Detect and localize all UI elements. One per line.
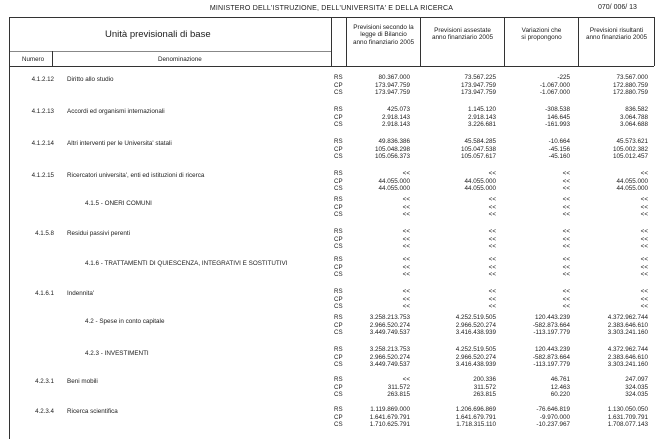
value-previsioni-assestate: 3.416.438.939 bbox=[455, 329, 496, 337]
value-previsioni-legge: 44.055.000 bbox=[378, 185, 410, 193]
value-previsioni-assestate: << bbox=[488, 170, 496, 177]
value-previsioni-risultanti: << bbox=[640, 203, 648, 211]
value-previsioni-legge: << bbox=[402, 263, 410, 271]
value-previsioni-assestate: 44.055.000 bbox=[464, 185, 496, 193]
col-divider-numero bbox=[52, 51, 53, 66]
value-previsioni-risultanti: << bbox=[640, 228, 648, 235]
value-variazioni: -10.664 bbox=[548, 138, 570, 145]
value-previsioni-assestate: 105.047.538 bbox=[460, 145, 496, 153]
value-variazioni: -582.873.664 bbox=[532, 353, 570, 361]
value-previsioni-legge: << bbox=[402, 295, 410, 303]
value-previsioni-legge: 263.815 bbox=[387, 391, 410, 399]
value-variazioni: -113.197.779 bbox=[533, 329, 570, 337]
value-previsioni-risultanti: << bbox=[640, 288, 648, 295]
value-variazioni: -9.970.000 bbox=[539, 413, 570, 421]
value-variazioni: << bbox=[562, 295, 570, 303]
value-variazioni: << bbox=[562, 211, 570, 219]
section-title: 4.1.6 - TRATTAMENTI DI QUIESCENZA, INTEGRATIVI E SOSTITUTIVI bbox=[85, 260, 288, 267]
value-previsioni-risultanti: << bbox=[640, 303, 648, 311]
value-previsioni-assestate: 173.947.759 bbox=[460, 81, 496, 89]
value-previsioni-risultanti: 1.130.050.050 bbox=[607, 406, 648, 413]
value-previsioni-legge: 105.048.298 bbox=[374, 145, 410, 153]
value-previsioni-risultanti: 3.303.241.160 bbox=[607, 329, 648, 337]
value-previsioni-risultanti: 45.573.621 bbox=[616, 138, 648, 145]
unit-title-header: Unità previsionali di base bbox=[105, 29, 211, 40]
value-variazioni: -1.067.000 bbox=[539, 81, 570, 89]
row-type-cp: CP bbox=[334, 177, 343, 185]
value-previsioni-assestate: << bbox=[488, 288, 496, 295]
value-previsioni-legge: 3.449.749.537 bbox=[369, 329, 410, 337]
value-previsioni-legge: << bbox=[402, 271, 410, 279]
value-variazioni: << bbox=[562, 203, 570, 211]
row-numero: 4.1.5.8 bbox=[35, 230, 54, 237]
row-numero: 4.2.3.1 bbox=[35, 378, 54, 385]
value-variazioni: << bbox=[562, 185, 570, 193]
value-previsioni-risultanti: << bbox=[640, 243, 648, 251]
row-type-rs: RS bbox=[334, 288, 343, 295]
denominazione-header: Denominazione bbox=[158, 56, 202, 63]
value-previsioni-assestate: << bbox=[488, 211, 496, 219]
row-denominazione: Ricercatori universita', enti ed istituzioni di ricerca bbox=[67, 172, 205, 179]
numero-header: Numero bbox=[22, 56, 45, 63]
value-previsioni-legge: << bbox=[402, 196, 410, 203]
row-denominazione: Diritto allo studio bbox=[67, 76, 114, 83]
value-variazioni: << bbox=[562, 256, 570, 263]
value-variazioni: << bbox=[562, 263, 570, 271]
row-type-rs: RS bbox=[334, 74, 343, 81]
row-type-cp: CP bbox=[334, 235, 343, 243]
row-numero: 4.1.2.12 bbox=[31, 76, 54, 83]
value-variazioni: << bbox=[562, 243, 570, 251]
value-previsioni-assestate: 2.966.520.274 bbox=[455, 321, 496, 329]
row-type-cp: CP bbox=[334, 145, 343, 153]
row-type-cp: CP bbox=[334, 263, 343, 271]
value-previsioni-legge: 44.055.000 bbox=[378, 177, 410, 185]
value-previsioni-legge: << bbox=[402, 243, 410, 251]
section-title: 4.1.5 - ONERI COMUNI bbox=[85, 200, 152, 207]
value-variazioni: << bbox=[562, 235, 570, 243]
row-type-rs: RS bbox=[334, 138, 343, 145]
row-numero: 4.2.3.4 bbox=[35, 408, 54, 415]
value-previsioni-legge: << bbox=[402, 170, 410, 177]
value-previsioni-legge: << bbox=[402, 228, 410, 235]
row-type-cp: CP bbox=[334, 353, 343, 361]
value-previsioni-risultanti: << bbox=[640, 295, 648, 303]
value-previsioni-legge: << bbox=[402, 203, 410, 211]
value-previsioni-risultanti: 4.372.962.744 bbox=[607, 314, 648, 321]
value-variazioni: 120.443.239 bbox=[534, 346, 570, 353]
header-previsioni-legge: Previsioni secondo la legge di Bilancio anno finanziario 2005 bbox=[352, 24, 415, 46]
table-subheader-divider bbox=[9, 51, 331, 52]
value-previsioni-assestate: << bbox=[488, 295, 496, 303]
value-previsioni-legge: 49.836.386 bbox=[378, 138, 410, 145]
value-previsioni-legge: << bbox=[402, 376, 410, 383]
value-variazioni: << bbox=[562, 228, 570, 235]
row-type-cs: CS bbox=[334, 153, 343, 161]
value-variazioni: -76.646.819 bbox=[536, 406, 570, 413]
row-type-cs: CS bbox=[334, 421, 343, 429]
value-previsioni-risultanti: 105.012.457 bbox=[612, 153, 648, 161]
table-header-bottom-border bbox=[9, 66, 654, 67]
row-type-cp: CP bbox=[334, 113, 343, 121]
value-previsioni-legge: 1.641.679.791 bbox=[369, 413, 410, 421]
value-previsioni-legge: 3.258.213.753 bbox=[369, 314, 410, 321]
value-previsioni-legge: << bbox=[402, 256, 410, 263]
value-variazioni: -582.873.664 bbox=[532, 321, 570, 329]
header-variazioni: Variazioni che si propongono bbox=[521, 27, 562, 42]
value-previsioni-assestate: 2.918.143 bbox=[467, 113, 496, 121]
value-previsioni-risultanti: 1.708.077.143 bbox=[607, 421, 648, 429]
value-previsioni-assestate: 311.572 bbox=[473, 383, 496, 391]
value-variazioni: -225 bbox=[557, 74, 570, 81]
value-previsioni-risultanti: 2.383.646.610 bbox=[607, 321, 648, 329]
value-previsioni-assestate: 173.947.759 bbox=[460, 89, 496, 97]
row-type-cs: CS bbox=[334, 243, 343, 251]
row-type-cp: CP bbox=[334, 203, 343, 211]
value-previsioni-risultanti: 44.055.000 bbox=[616, 177, 648, 185]
value-previsioni-assestate: 4.252.519.505 bbox=[455, 346, 496, 353]
row-type-rs: RS bbox=[334, 196, 343, 203]
value-previsioni-legge: 2.966.520.274 bbox=[369, 353, 410, 361]
row-type-cp: CP bbox=[334, 383, 343, 391]
value-variazioni: 146.645 bbox=[547, 113, 570, 121]
row-type-rs: RS bbox=[334, 376, 343, 383]
value-previsioni-risultanti: 172.880.759 bbox=[612, 89, 648, 97]
value-previsioni-risultanti: << bbox=[640, 196, 648, 203]
value-previsioni-risultanti: 3.064.788 bbox=[619, 113, 648, 121]
page-reference: 070/ 006/ 13 bbox=[598, 4, 637, 11]
value-previsioni-assestate: 3.416.438.939 bbox=[455, 361, 496, 369]
value-previsioni-risultanti: 3.064.688 bbox=[619, 121, 648, 129]
value-previsioni-legge: 311.572 bbox=[387, 383, 410, 391]
row-type-rs: RS bbox=[334, 406, 343, 413]
value-previsioni-assestate: 1.145.120 bbox=[467, 106, 496, 113]
value-previsioni-risultanti: << bbox=[640, 256, 648, 263]
value-previsioni-legge: 173.947.759 bbox=[374, 81, 410, 89]
section-title: 4.2.3 - INVESTIMENTI bbox=[85, 350, 149, 357]
value-previsioni-assestate: 263.815 bbox=[473, 391, 496, 399]
row-type-rs: RS bbox=[334, 228, 343, 235]
value-previsioni-assestate: << bbox=[488, 256, 496, 263]
value-variazioni: 12.463 bbox=[550, 383, 570, 391]
row-type-cs: CS bbox=[334, 121, 343, 129]
section-title: 4.2 - Spese in conto capitale bbox=[85, 318, 165, 325]
row-type-cs: CS bbox=[334, 185, 343, 193]
value-previsioni-legge: << bbox=[402, 235, 410, 243]
value-previsioni-legge: << bbox=[402, 288, 410, 295]
value-variazioni: -10.237.967 bbox=[536, 421, 570, 429]
value-variazioni: << bbox=[562, 303, 570, 311]
value-previsioni-assestate: << bbox=[488, 196, 496, 203]
row-numero: 4.1.2.13 bbox=[31, 108, 54, 115]
value-previsioni-assestate: << bbox=[488, 203, 496, 211]
row-type-cs: CS bbox=[334, 329, 343, 337]
row-type-cs: CS bbox=[334, 211, 343, 219]
value-previsioni-assestate: << bbox=[488, 228, 496, 235]
row-type-rs: RS bbox=[334, 170, 343, 177]
value-previsioni-assestate: << bbox=[488, 271, 496, 279]
value-previsioni-legge: << bbox=[402, 211, 410, 219]
ministry-title: MINISTERO DELL'ISTRUZIONE, DELL'UNIVERSITA' E DELLA RICERCA bbox=[209, 5, 454, 12]
value-previsioni-assestate: 1.641.679.791 bbox=[455, 413, 496, 421]
row-denominazione: Altri interventi per le Universita' statali bbox=[67, 140, 172, 147]
value-previsioni-risultanti: << bbox=[640, 271, 648, 279]
row-type-cs: CS bbox=[334, 89, 343, 97]
value-previsioni-assestate: 45.584.285 bbox=[464, 138, 496, 145]
value-variazioni: 46.761 bbox=[550, 376, 570, 383]
value-previsioni-risultanti: << bbox=[640, 170, 648, 177]
value-previsioni-legge: 2.918.143 bbox=[381, 121, 410, 129]
value-variazioni: << bbox=[562, 288, 570, 295]
value-previsioni-risultanti: 247.097 bbox=[625, 376, 648, 383]
value-previsioni-legge: 1.710.625.791 bbox=[369, 421, 410, 429]
value-previsioni-risultanti: 324.035 bbox=[625, 391, 648, 399]
value-variazioni: 120.443.239 bbox=[534, 314, 570, 321]
value-previsioni-risultanti: 3.303.241.160 bbox=[607, 361, 648, 369]
value-previsioni-legge: 2.918.143 bbox=[381, 113, 410, 121]
value-previsioni-legge: 105.056.373 bbox=[374, 153, 410, 161]
value-previsioni-risultanti: << bbox=[640, 211, 648, 219]
value-previsioni-risultanti: << bbox=[640, 235, 648, 243]
row-numero: 4.1.6.1 bbox=[35, 290, 54, 297]
value-previsioni-legge: 1.119.869.000 bbox=[370, 406, 410, 413]
value-previsioni-assestate: 73.567.225 bbox=[464, 74, 496, 81]
row-denominazione: Ricerca scientifica bbox=[67, 408, 118, 415]
value-previsioni-risultanti: 172.880.759 bbox=[612, 81, 648, 89]
value-previsioni-assestate: 1.718.315.110 bbox=[456, 421, 496, 429]
value-previsioni-risultanti: 4.372.962.744 bbox=[607, 346, 648, 353]
value-previsioni-legge: 2.966.520.274 bbox=[369, 321, 410, 329]
value-variazioni: -45.156 bbox=[548, 145, 570, 153]
row-type-cs: CS bbox=[334, 361, 343, 369]
row-denominazione: Residui passivi perenti bbox=[67, 230, 130, 237]
row-type-rs: RS bbox=[334, 346, 343, 353]
row-type-cp: CP bbox=[334, 321, 343, 329]
row-type-rs: RS bbox=[334, 256, 343, 263]
header-previsioni-assestate: Previsioni assestate anno finanziario 2005 bbox=[431, 27, 494, 42]
value-previsioni-assestate: 44.055.000 bbox=[464, 177, 496, 185]
row-numero: 4.1.2.14 bbox=[31, 140, 54, 147]
row-type-cp: CP bbox=[334, 81, 343, 89]
value-variazioni: 60.220 bbox=[550, 391, 570, 399]
value-previsioni-assestate: 1.206.696.869 bbox=[455, 406, 496, 413]
value-previsioni-assestate: 4.252.519.505 bbox=[455, 314, 496, 321]
value-variazioni: -308.538 bbox=[545, 106, 570, 113]
row-type-cp: CP bbox=[334, 413, 343, 421]
value-variazioni: -45.160 bbox=[548, 153, 570, 161]
row-type-rs: RS bbox=[334, 314, 343, 321]
value-previsioni-risultanti: 105.002.382 bbox=[612, 145, 648, 153]
value-previsioni-assestate: 105.057.617 bbox=[460, 153, 496, 161]
value-previsioni-legge: 173.947.759 bbox=[374, 89, 410, 97]
value-variazioni: -113.197.779 bbox=[533, 361, 570, 369]
value-previsioni-assestate: << bbox=[488, 235, 496, 243]
row-type-cs: CS bbox=[334, 271, 343, 279]
value-variazioni: << bbox=[562, 271, 570, 279]
row-numero: 4.1.2.15 bbox=[31, 172, 54, 179]
table-left-border bbox=[9, 17, 10, 439]
value-previsioni-legge: 3.258.213.753 bbox=[369, 346, 410, 353]
header-previsioni-risultanti: Previsioni risultanti anno finanziario 2005 bbox=[585, 27, 648, 42]
row-type-cs: CS bbox=[334, 303, 343, 311]
value-variazioni: -161.993 bbox=[545, 121, 570, 129]
value-previsioni-risultanti: 836.582 bbox=[625, 106, 648, 113]
col-divider-tags bbox=[331, 17, 332, 66]
value-previsioni-risultanti: 1.631.709.791 bbox=[607, 413, 648, 421]
value-previsioni-assestate: 200.336 bbox=[473, 376, 496, 383]
row-type-cs: CS bbox=[334, 391, 343, 399]
value-previsioni-risultanti: 44.055.000 bbox=[616, 185, 648, 193]
value-previsioni-legge: << bbox=[402, 303, 410, 311]
value-previsioni-risultanti: 73.567.000 bbox=[616, 74, 648, 81]
value-previsioni-assestate: << bbox=[488, 263, 496, 271]
value-previsioni-risultanti: 324.035 bbox=[625, 383, 648, 391]
row-denominazione: Beni mobili bbox=[67, 378, 98, 385]
value-previsioni-assestate: << bbox=[488, 303, 496, 311]
row-denominazione: Indennita' bbox=[67, 290, 95, 297]
value-previsioni-assestate: 3.226.681 bbox=[467, 121, 496, 129]
row-type-rs: RS bbox=[334, 106, 343, 113]
value-variazioni: << bbox=[562, 177, 570, 185]
value-previsioni-assestate: 2.966.520.274 bbox=[455, 353, 496, 361]
row-denominazione: Accordi ed organismi internazionali bbox=[67, 108, 165, 115]
value-variazioni: << bbox=[562, 196, 570, 203]
value-previsioni-assestate: << bbox=[488, 243, 496, 251]
value-previsioni-risultanti: 2.383.646.610 bbox=[607, 353, 648, 361]
table-right-border bbox=[654, 17, 655, 66]
value-previsioni-legge: 425.073 bbox=[387, 106, 410, 113]
value-previsioni-risultanti: << bbox=[640, 263, 648, 271]
value-previsioni-legge: 3.449.749.537 bbox=[369, 361, 410, 369]
value-variazioni: -1.067.000 bbox=[539, 89, 570, 97]
value-variazioni: << bbox=[562, 170, 570, 177]
row-type-cp: CP bbox=[334, 295, 343, 303]
value-previsioni-legge: 80.367.000 bbox=[378, 74, 410, 81]
